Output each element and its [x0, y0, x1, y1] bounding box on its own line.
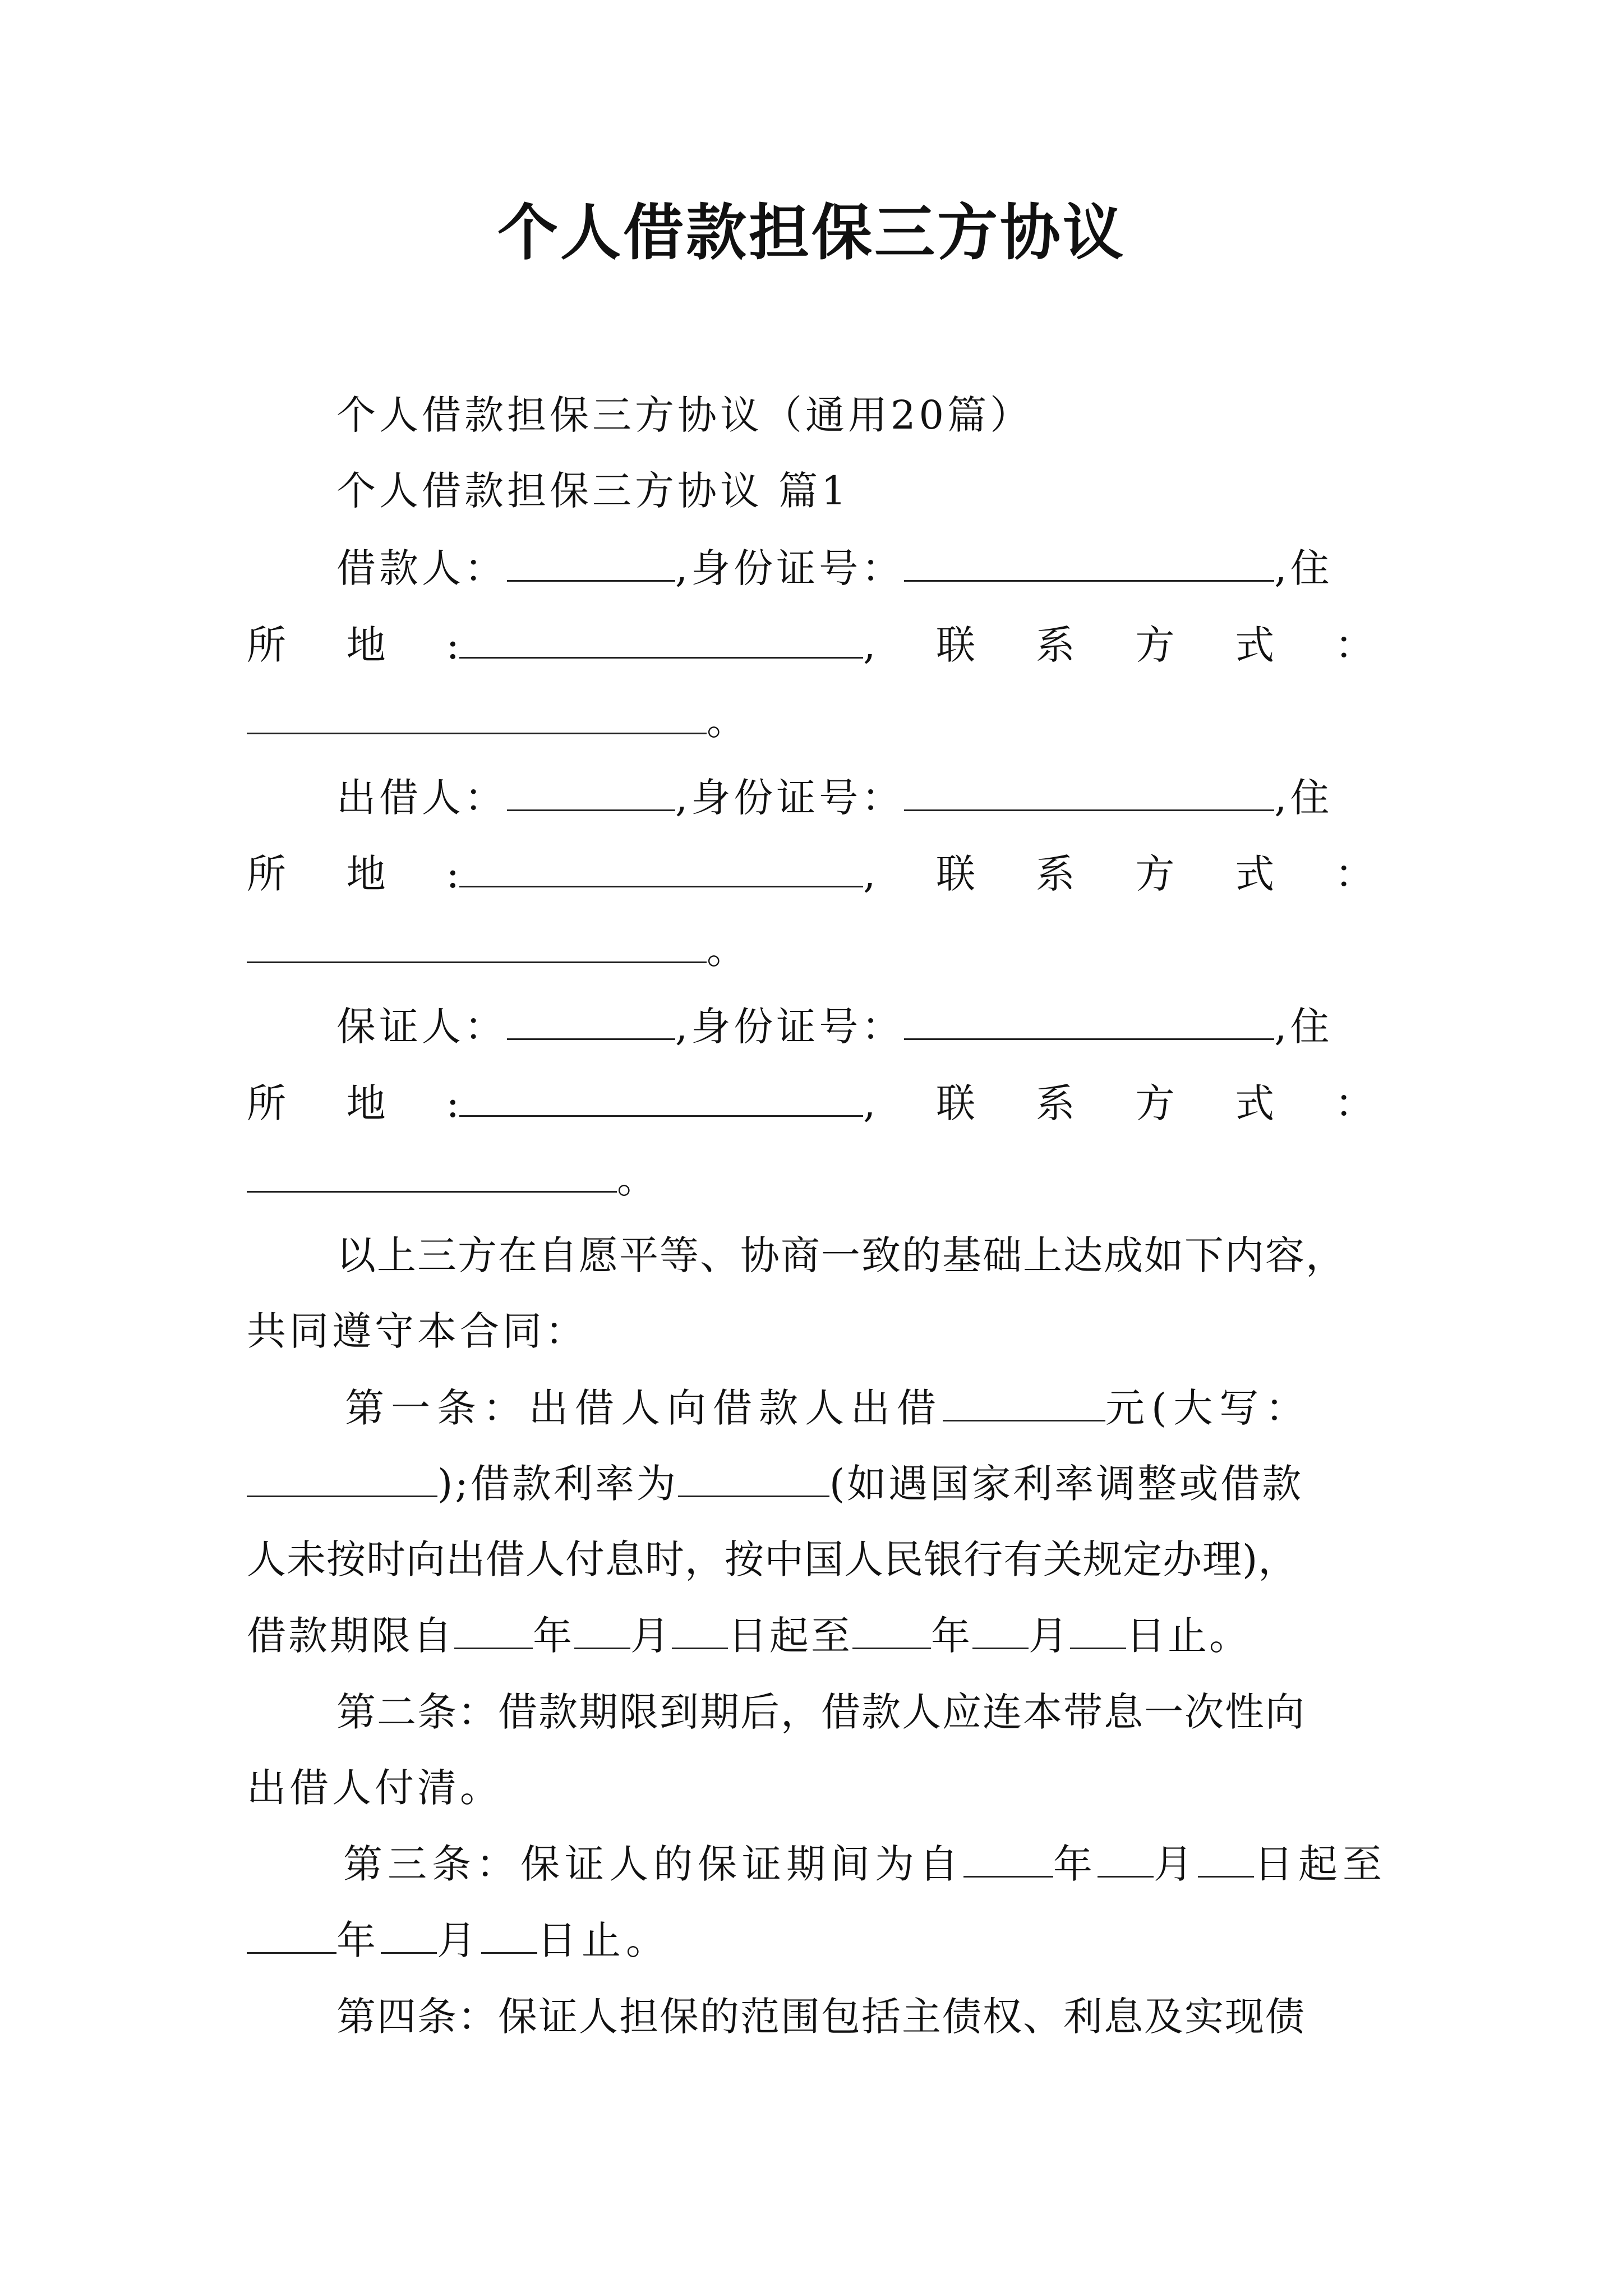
article4-line-1: 第四条：保证人担保的范围包括主债权、利息及实现债 — [336, 1994, 1306, 2040]
addr-char: 所 — [247, 851, 286, 897]
article3-text: 日起至 — [1254, 1841, 1387, 1887]
contact-char: 联 — [936, 622, 976, 668]
comma: , — [863, 1080, 876, 1126]
lender-line — [336, 770, 1333, 826]
article1-text: 月 — [1029, 1613, 1070, 1659]
guarantor-label: 保证人： — [336, 1004, 507, 1050]
borrower-label: 借款人： — [336, 545, 507, 591]
contact-char: ： — [1335, 851, 1374, 897]
article1-text: 日起至 — [728, 1613, 852, 1659]
borrower-contact-blank[interactable] — [247, 698, 707, 734]
borrower-address-line — [247, 617, 1374, 673]
article3-text: 年 — [1053, 1841, 1098, 1887]
end-year-blank[interactable] — [852, 1613, 931, 1649]
contact-char: 系 — [1035, 622, 1075, 668]
borrower-address-blank[interactable] — [459, 622, 863, 659]
lender-contact-line — [247, 922, 749, 978]
start-day-blank[interactable] — [672, 1613, 728, 1649]
addr-char: 地 — [346, 622, 386, 668]
lender-address-prefix: ,住 — [1274, 775, 1333, 821]
guarantor-id-label: ,身份证号： — [675, 1004, 905, 1050]
article1-text: 借款期限自 — [247, 1613, 454, 1659]
guarantee-end-day-blank[interactable] — [481, 1917, 537, 1954]
document-title: 个人借款担保三方协议 — [497, 197, 1126, 268]
guarantee-end-year-blank[interactable] — [247, 1917, 336, 1954]
article1-text: (如遇国家利率调整或借款 — [829, 1461, 1304, 1507]
lender-contact-blank[interactable] — [247, 927, 707, 963]
guarantee-start-month-blank[interactable] — [1098, 1841, 1154, 1878]
contact-char: 式 — [1235, 622, 1275, 668]
borrower-line — [336, 540, 1333, 596]
article1-text: );借款利率为 — [437, 1461, 678, 1507]
period: 。 — [707, 698, 749, 744]
end-month-blank[interactable] — [972, 1613, 1029, 1649]
article3-line-1 — [343, 1836, 1387, 1892]
interest-rate-blank[interactable] — [678, 1461, 829, 1497]
contact-char: 系 — [1035, 851, 1075, 897]
contact-char: 联 — [936, 851, 976, 897]
start-month-blank[interactable] — [574, 1613, 630, 1649]
colon: : — [446, 1080, 460, 1126]
contact-char: 式 — [1235, 851, 1275, 897]
lender-name-blank[interactable] — [507, 775, 675, 811]
guarantee-end-month-blank[interactable] — [381, 1917, 437, 1954]
colon: : — [446, 622, 460, 668]
contact-char: 系 — [1035, 1080, 1075, 1126]
article1-text: 年 — [931, 1613, 972, 1659]
addr-char: 所 — [247, 1080, 286, 1126]
start-year-blank[interactable] — [454, 1613, 533, 1649]
guarantor-line — [336, 999, 1333, 1055]
article3-line-2 — [247, 1912, 670, 1968]
end-day-blank[interactable] — [1070, 1613, 1126, 1649]
guarantee-start-day-blank[interactable] — [1198, 1841, 1254, 1878]
borrower-id-blank[interactable] — [904, 545, 1274, 582]
article1-text: 月 — [630, 1613, 672, 1659]
lender-id-blank[interactable] — [904, 775, 1274, 811]
period: 。 — [617, 1156, 660, 1202]
period: 。 — [707, 927, 749, 973]
article3-text: 第三条：保证人的保证期间为自 — [343, 1841, 963, 1887]
intro-line-1: 以上三方在自愿平等、协商一致的基础上达成如下内容， — [336, 1232, 1346, 1278]
article3-text: 年 — [336, 1917, 381, 1963]
contact-char: 式 — [1235, 1080, 1275, 1126]
guarantor-name-blank[interactable] — [507, 1004, 675, 1040]
comma: , — [863, 622, 876, 668]
article3-text: 月 — [437, 1917, 481, 1963]
article2-line-2: 出借人付清。 — [247, 1765, 502, 1811]
borrower-contact-line — [247, 693, 749, 749]
colon: : — [446, 851, 460, 897]
guarantor-address-blank[interactable] — [459, 1080, 863, 1117]
addr-char: 地 — [346, 851, 386, 897]
article1-line-2 — [247, 1456, 1303, 1512]
article1-text: 日止。 — [1126, 1613, 1251, 1659]
article1-line-4 — [247, 1608, 1251, 1664]
borrower-name-blank[interactable] — [507, 545, 675, 582]
borrower-id-label: ,身份证号： — [675, 545, 905, 591]
lender-address-field — [446, 846, 875, 902]
guarantor-address-field — [446, 1075, 875, 1131]
section-heading: 个人借款担保三方协议 篇1 — [336, 468, 850, 514]
guarantor-address-prefix: ,住 — [1274, 1004, 1333, 1050]
lender-label: 出借人： — [336, 775, 507, 821]
loan-amount-blank[interactable] — [943, 1385, 1105, 1421]
contact-char: ： — [1335, 622, 1374, 668]
lender-address-blank[interactable] — [459, 851, 863, 887]
contact-char: 联 — [936, 1080, 976, 1126]
contact-char: 方 — [1135, 1080, 1175, 1126]
intro-line-2: 共同遵守本合同： — [247, 1308, 588, 1354]
borrower-address-prefix: ,住 — [1274, 545, 1333, 591]
lender-id-label: ,身份证号： — [675, 775, 905, 821]
contact-char: 方 — [1135, 622, 1175, 668]
guarantor-id-blank[interactable] — [904, 1004, 1274, 1040]
guarantor-address-line — [247, 1075, 1374, 1131]
comma: , — [863, 851, 876, 897]
article1-line-3: 人未按时向出借人付息时，按中国人民银行有关规定办理)， — [247, 1536, 1298, 1582]
contact-char: ： — [1335, 1080, 1374, 1126]
article1-text: 第一条：出借人向借款人出借 — [345, 1385, 943, 1431]
lender-address-line — [247, 846, 1374, 902]
borrower-address-field — [446, 617, 875, 673]
amount-uppercase-blank[interactable] — [247, 1461, 437, 1497]
article2-line-1: 第二条：借款期限到期后，借款人应连本带息一次性向 — [336, 1689, 1306, 1735]
guarantor-contact-line — [247, 1151, 660, 1207]
guarantee-start-year-blank[interactable] — [963, 1841, 1053, 1878]
addr-char: 地 — [346, 1080, 386, 1126]
contact-char: 方 — [1135, 851, 1175, 897]
article3-text: 月 — [1154, 1841, 1198, 1887]
addr-char: 所 — [247, 622, 286, 668]
article3-text: 日止。 — [537, 1917, 670, 1963]
guarantor-contact-blank[interactable] — [247, 1156, 617, 1193]
subtitle: 个人借款担保三方协议（通用20篇） — [336, 392, 1033, 438]
article1-line-1 — [345, 1380, 1311, 1436]
article1-text: 元(大写： — [1105, 1385, 1312, 1431]
article1-text: 年 — [533, 1613, 574, 1659]
